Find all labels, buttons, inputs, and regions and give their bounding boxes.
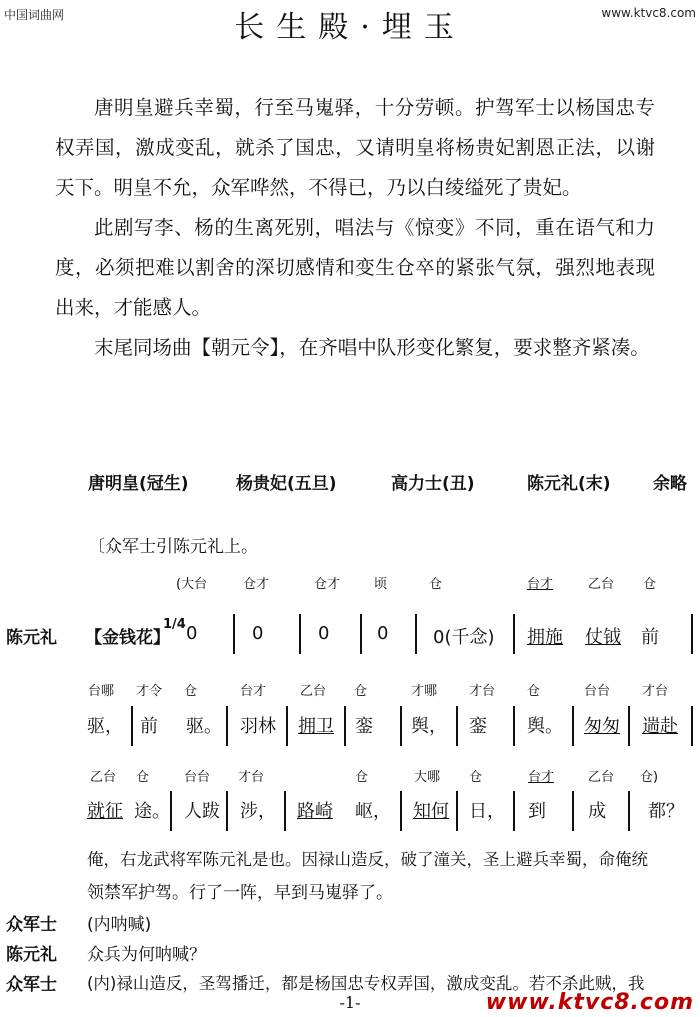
- bar-line: [691, 614, 693, 654]
- percussion-syllable: 才台: [238, 770, 265, 785]
- cast-item: 唐明皇(冠生): [88, 474, 189, 494]
- site-name-left: 中国词曲网: [4, 8, 65, 22]
- percussion-syllable: 才台: [469, 684, 496, 699]
- lyric-cell: 途。: [134, 801, 170, 822]
- bar-line: [131, 706, 133, 746]
- percussion-syllable: 仓: [355, 770, 369, 785]
- percussion-syllable: 仓才: [243, 577, 270, 592]
- cast-item: 杨贵妃(五旦): [236, 474, 337, 494]
- lyric-row-1: [0, 623, 700, 649]
- percussion-syllable: 台才: [240, 684, 267, 699]
- lyric-cell: 涉，: [240, 801, 276, 822]
- lyric-cell: 知何: [413, 801, 449, 822]
- lyric-cell: 舆，: [411, 716, 447, 737]
- percussion-syllable: 仓): [640, 770, 659, 785]
- bar-line: [456, 706, 458, 746]
- site-url-right[interactable]: www.ktvc8.com: [601, 6, 696, 20]
- percussion-syllable: 仓才: [314, 577, 341, 592]
- bar-line: [344, 706, 346, 746]
- stage-direction: 〔众军士引陈元礼上。: [88, 537, 258, 557]
- percussion-row-2: [0, 680, 700, 698]
- lyric-cell: 0: [252, 623, 264, 644]
- percussion-syllable: 台才: [527, 577, 554, 592]
- percussion-syllable: 乙台: [300, 684, 327, 699]
- intro-paragraph-1: 唐明皇避兵幸蜀，行至马嵬驿，十分劳顿。护驾军士以杨国忠专权弄国，激成变乱，就杀了国忠，又请明皇将杨贵妃割恩正法，以谢天下。明皇不允，众军哗然，不得已，乃以白绫缢死了贵妃。: [55, 96, 655, 199]
- percussion-syllable: 才台: [642, 684, 669, 699]
- dialogue-speaker: 陈元礼: [6, 945, 57, 965]
- lyric-cell: 就征: [87, 801, 123, 822]
- percussion-syllable: 仓: [527, 684, 541, 699]
- percussion-syllable: 台哪: [88, 684, 115, 699]
- percussion-syllable: 台台: [184, 770, 211, 785]
- bar-line: [226, 791, 228, 831]
- lyric-cell: 0: [377, 623, 389, 644]
- cast-item: 高力士(丑): [391, 474, 475, 494]
- page-number: -1-: [339, 993, 361, 1012]
- footer-watermark-url[interactable]: www.ktvc8.com: [485, 990, 694, 1015]
- bar-line: [572, 706, 574, 746]
- lyric-cell: 岖，: [355, 801, 391, 822]
- lyric-cell: 銮: [469, 716, 487, 737]
- lyric-cell: 遄赴: [642, 716, 678, 737]
- bar-line: [513, 791, 515, 831]
- dialogue-speaker: 众军士: [6, 915, 57, 935]
- cast-item: 余略: [653, 474, 687, 494]
- lyric-cell: 0: [318, 623, 330, 644]
- dialogue-line: 俺，右龙武将军陈元礼是也。因禄山造反，破了潼关，圣上避兵幸蜀，命俺统: [87, 850, 648, 869]
- percussion-syllable: 才哪: [411, 684, 438, 699]
- percussion-syllable: 仓: [469, 770, 483, 785]
- percussion-syllable: 仓: [643, 577, 657, 592]
- lyric-cell: 仗钺: [585, 627, 621, 648]
- dialogue-line: 领禁军护驾。行了一阵，早到马嵬驿了。: [87, 883, 393, 903]
- percussion-syllable: (大台: [176, 577, 208, 592]
- bar-line: [299, 614, 301, 654]
- bar-line: [400, 791, 402, 831]
- lyric-cell: 驱，: [87, 716, 123, 737]
- lyric-cell: 前: [641, 627, 659, 648]
- bar-line: [628, 791, 630, 831]
- bar-line: [170, 791, 172, 831]
- bar-line: [226, 706, 228, 746]
- bar-line: [400, 706, 402, 746]
- lyric-cell: 銮: [355, 716, 373, 737]
- percussion-syllable: 大哪: [414, 770, 441, 785]
- lyric-cell: 匆匆: [584, 716, 620, 737]
- bar-line: [513, 614, 515, 654]
- lyric-cell: 羽林: [240, 716, 276, 737]
- lyric-cell: 日，: [469, 801, 505, 822]
- lyric-cell: 0: [186, 623, 198, 644]
- percussion-syllable: 才令: [136, 684, 163, 699]
- percussion-syllable: 仓: [354, 684, 368, 699]
- bar-line: [572, 791, 574, 831]
- page-title: 长生殿·埋玉: [234, 10, 466, 45]
- percussion-syllable: 顷: [374, 577, 388, 592]
- lyric-cell: 到: [528, 801, 546, 822]
- lyric-cell: 拥卫: [298, 716, 334, 737]
- bar-line: [286, 706, 288, 746]
- percussion-syllable: 乙台: [588, 770, 615, 785]
- bar-line: [628, 706, 630, 746]
- bar-line: [284, 791, 286, 831]
- bar-line: [456, 791, 458, 831]
- intro-paragraph-3: 末尾同场曲【朝元令】，在齐唱中队形变化繁复，要求整齐紧凑。: [94, 336, 650, 359]
- percussion-syllable: 台才: [528, 770, 555, 785]
- lyric-cell: 路崎: [297, 801, 333, 822]
- percussion-syllable: 仓: [136, 770, 150, 785]
- percussion-syllable: 乙台: [90, 770, 117, 785]
- bar-line: [233, 614, 235, 654]
- bar-line: [360, 614, 362, 654]
- lyric-cell: 前: [140, 716, 158, 737]
- time-signature: 1/4: [163, 617, 186, 632]
- dialogue-line: (内呐喊): [87, 915, 152, 935]
- percussion-row-3: [0, 766, 700, 784]
- lyric-row-2: [0, 712, 700, 738]
- lyric-cell: 拥施: [527, 627, 563, 648]
- lyric-cell: 成: [588, 801, 606, 822]
- lyric-row-3: [0, 797, 700, 823]
- intro-text: [55, 88, 655, 368]
- dialogue-line: 众兵为何呐喊？: [87, 945, 206, 965]
- lyric-cell: 人跋: [184, 801, 220, 822]
- bar-line: [415, 614, 417, 654]
- cast-list: [0, 469, 700, 495]
- bar-line: [691, 706, 693, 746]
- percussion-row-1: [0, 573, 700, 591]
- percussion-syllable: 乙台: [588, 577, 615, 592]
- lyric-cell: 舆。: [527, 716, 563, 737]
- lyric-cell: 0(千念): [433, 627, 495, 648]
- qupai-label: 【金钱花】: [85, 628, 170, 648]
- score-speaker: 陈元礼: [6, 628, 57, 648]
- percussion-syllable: 仓: [429, 577, 443, 592]
- dialogue-line: (内)禄山造反，圣驾播迁，都是杨国忠专权弄国，激成变乱。若不杀此贼，我: [87, 974, 645, 993]
- percussion-syllable: 仓: [184, 684, 198, 699]
- percussion-syllable: 台台: [584, 684, 611, 699]
- cast-item: 陈元礼(末): [527, 474, 611, 494]
- lyric-cell: 都？: [648, 801, 684, 822]
- intro-paragraph-2: 此剧写李、杨的生离死别，唱法与《惊变》不同，重在语气和力度，必须把难以割舍的深切感情和变生仓卒的紧张气氛，强烈地表现出来，才能感人。: [55, 216, 655, 319]
- lyric-cell: 驱。: [186, 716, 222, 737]
- dialogue-speaker: 众军士: [6, 975, 57, 995]
- bar-line: [513, 706, 515, 746]
